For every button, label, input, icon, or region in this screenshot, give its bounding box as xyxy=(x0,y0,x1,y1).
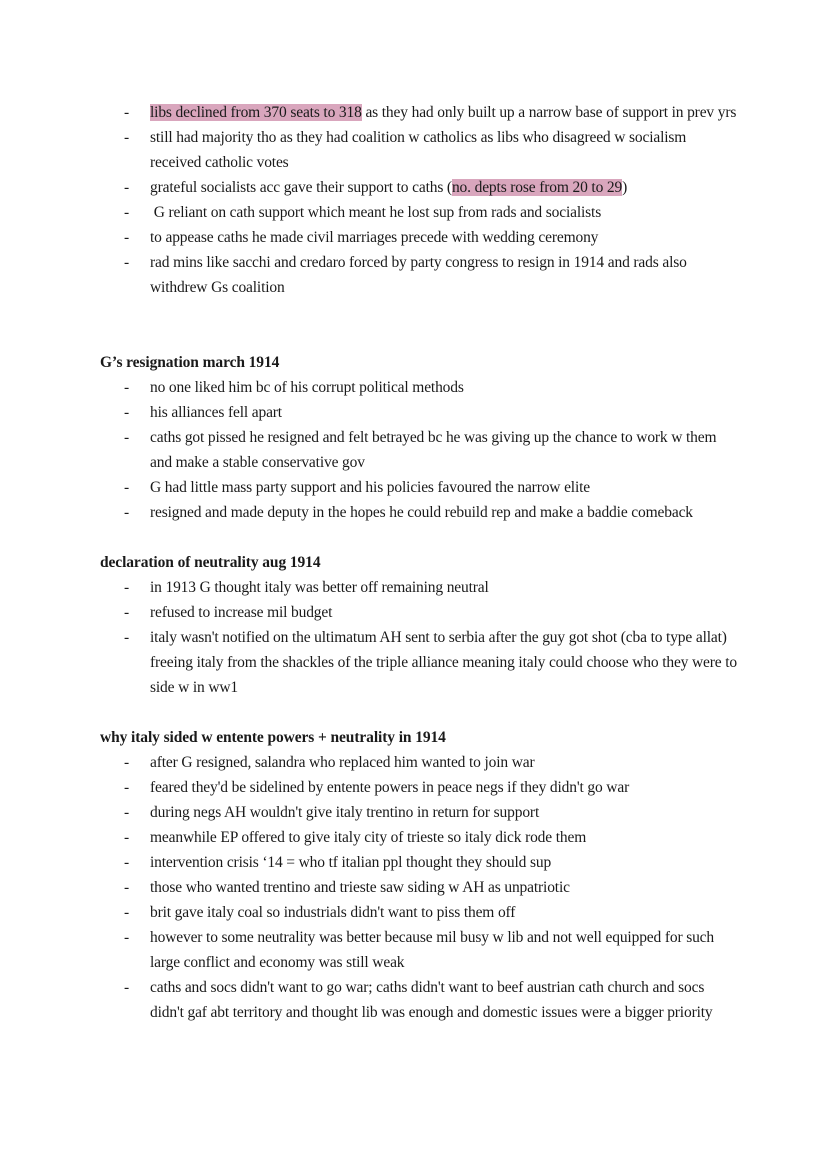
bullet-dash: - xyxy=(124,254,130,271)
section-entente xyxy=(100,725,740,1025)
list-item xyxy=(100,475,740,500)
item-text: however to some neutrality was better because mil busy w lib and not well equipped for such large conflict and economy was still weak xyxy=(150,929,715,971)
item-text: brit gave italy coal so industrials didn't want to piss them off xyxy=(150,904,516,921)
bullet-dash: - xyxy=(124,904,130,921)
item-text: refused to increase mil budget xyxy=(150,604,333,621)
highlighted-text: libs declined from 370 seats to 318 xyxy=(150,104,362,121)
item-text: his alliances fell apart xyxy=(150,404,282,421)
item-text: G reliant on cath support which meant he lost sup from rads and socialists xyxy=(150,204,602,221)
intro-section xyxy=(100,100,740,300)
bullet-dash: - xyxy=(124,804,130,821)
item-text: G had little mass party support and his policies favoured the narrow elite xyxy=(150,479,591,496)
section-heading: declaration of neutrality aug 1914 xyxy=(100,554,321,571)
bullet-dash: - xyxy=(124,179,130,196)
list-item xyxy=(100,825,740,850)
list-item xyxy=(100,750,740,775)
list-item xyxy=(100,800,740,825)
item-text: after G resigned, salandra who replaced him wanted to join war xyxy=(150,754,535,771)
section-neutrality xyxy=(100,550,740,700)
section-heading: why italy sided w entente powers + neutrality in 1914 xyxy=(100,729,446,746)
list-item xyxy=(100,625,740,700)
item-text: those who wanted trentino and trieste saw siding w AH as unpatriotic xyxy=(150,879,570,896)
list-item xyxy=(100,125,740,175)
list-item xyxy=(100,600,740,625)
section-heading: G’s resignation march 1914 xyxy=(100,354,280,371)
list-item xyxy=(100,175,740,200)
bullet-dash: - xyxy=(124,229,130,246)
bullet-dash: - xyxy=(124,579,130,596)
bullet-list xyxy=(100,575,740,700)
section-resignation xyxy=(100,350,740,525)
bullet-dash: - xyxy=(124,504,130,521)
list-item xyxy=(100,875,740,900)
list-item xyxy=(100,425,740,475)
list-item xyxy=(100,250,740,300)
bullet-dash: - xyxy=(124,129,130,146)
item-text: no one liked him bc of his corrupt political methods xyxy=(150,379,464,396)
list-item xyxy=(100,500,740,525)
item-text: during negs AH wouldn't give italy trentino in return for support xyxy=(150,804,540,821)
item-text: caths got pissed he resigned and felt betrayed bc he was giving up the chance to work w them and make a stable conservative gov xyxy=(150,429,717,471)
list-item xyxy=(100,400,740,425)
item-text: resigned and made deputy in the hopes he could rebuild rep and make a baddie comeback xyxy=(150,504,693,521)
bullet-dash: - xyxy=(124,629,130,646)
list-item xyxy=(100,775,740,800)
bullet-dash: - xyxy=(124,929,130,946)
item-text: intervention crisis ‘14 = who tf italian ppl thought they should sup xyxy=(150,854,552,871)
list-item xyxy=(100,575,740,600)
bullet-dash: - xyxy=(124,429,130,446)
bullet-dash: - xyxy=(124,379,130,396)
item-text: in 1913 G thought italy was better off remaining neutral xyxy=(150,579,489,596)
list-item xyxy=(100,925,740,975)
bullet-dash: - xyxy=(124,979,130,996)
item-text-after: ) xyxy=(622,179,628,196)
item-text: rad mins like sacchi and credaro forced by party congress to resign in 1914 and rads also withdrew Gs coalition xyxy=(150,254,687,296)
item-text: still had majority tho as they had coalition w catholics as libs who disagreed w socialism received catholic votes xyxy=(150,129,687,171)
item-text: feared they'd be sidelined by entente powers in peace negs if they didn't go war xyxy=(150,779,630,796)
list-item xyxy=(100,225,740,250)
item-text: meanwhile EP offered to give italy city of trieste so italy dick rode them xyxy=(150,829,587,846)
item-text: caths and socs didn't want to go war; caths didn't want to beef austrian cath church and socs didn't gaf abt territory and thought lib was enough and domestic issues were a bigger priority xyxy=(150,979,713,1021)
list-item xyxy=(100,900,740,925)
bullet-dash: - xyxy=(124,604,130,621)
bullet-list xyxy=(100,750,740,1025)
bullet-dash: - xyxy=(124,854,130,871)
item-text: italy wasn't notified on the ultimatum AH sent to serbia after the guy got shot (cba to type allat) freeing italy from the shackles of the triple alliance meaning italy could choose who they were to side w in ww1 xyxy=(150,629,738,696)
list-item xyxy=(100,100,740,125)
bullet-list xyxy=(100,375,740,525)
bullet-dash: - xyxy=(124,104,130,121)
list-item xyxy=(100,200,740,225)
bullet-dash: - xyxy=(124,404,130,421)
item-text: grateful socialists acc gave their support to caths ( xyxy=(150,179,452,196)
bullet-dash: - xyxy=(124,829,130,846)
bullet-dash: - xyxy=(124,204,130,221)
item-text: as they had only built up a narrow base of support in prev yrs xyxy=(361,104,737,121)
bullet-dash: - xyxy=(124,754,130,771)
list-item xyxy=(100,850,740,875)
bullet-dash: - xyxy=(124,779,130,796)
list-item xyxy=(100,975,740,1025)
bullet-dash: - xyxy=(124,879,130,896)
bullet-dash: - xyxy=(124,479,130,496)
item-text: to appease caths he made civil marriages precede with wedding ceremony xyxy=(150,229,599,246)
list-item xyxy=(100,375,740,400)
highlighted-text: no. depts rose from 20 to 29 xyxy=(451,179,623,196)
intro-bullet-list xyxy=(100,100,740,300)
